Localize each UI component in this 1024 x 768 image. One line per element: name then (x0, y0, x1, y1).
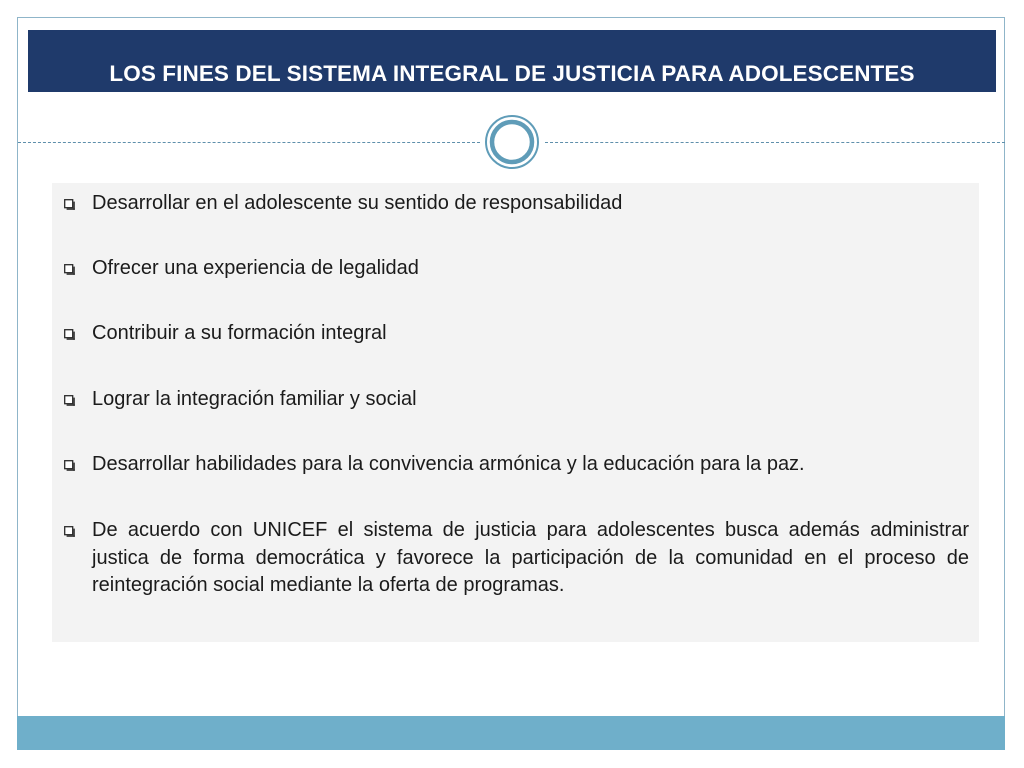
list-item-text: Desarrollar habilidades para la convivencia armónica y la educación para la paz. (92, 453, 805, 475)
dashed-divider-left (18, 142, 480, 143)
list-item-text: Contribuir a su formación integral (92, 322, 387, 344)
footer-bar (17, 716, 1005, 750)
list-item (64, 451, 969, 479)
list-item (64, 320, 969, 348)
list-item (64, 190, 969, 218)
list-item-text: Desarrollar en el adolescente su sentido de responsabilidad (92, 192, 623, 214)
content-box (52, 183, 979, 642)
checkbox-square-icon (64, 524, 75, 535)
list-item-text: Lograr la integración familiar y social (92, 388, 417, 410)
checkbox-square-icon (64, 458, 75, 469)
checkbox-square-icon (64, 327, 75, 338)
title-bar (28, 30, 996, 92)
list-item-text: De acuerdo con UNICEF el sistema de justicia para adolescentes busca además administrar justica de forma democrática y favorece la participación de la comunidad en el proceso de reintegración social mediante la oferta de programas. (92, 519, 969, 596)
list-item (64, 255, 969, 283)
checkbox-square-icon (64, 393, 75, 404)
list-item (64, 517, 969, 600)
slide-title: LOS FINES DEL SISTEMA INTEGRAL DE JUSTICIA PARA ADOLESCENTES (109, 61, 915, 86)
checkbox-square-icon (64, 197, 75, 208)
checkbox-square-icon (64, 262, 75, 273)
double-circle-ornament-icon (484, 114, 540, 170)
list-item (64, 386, 969, 414)
list-item-text: Ofrecer una experiencia de legalidad (92, 257, 419, 279)
dashed-divider-right (545, 142, 1005, 143)
